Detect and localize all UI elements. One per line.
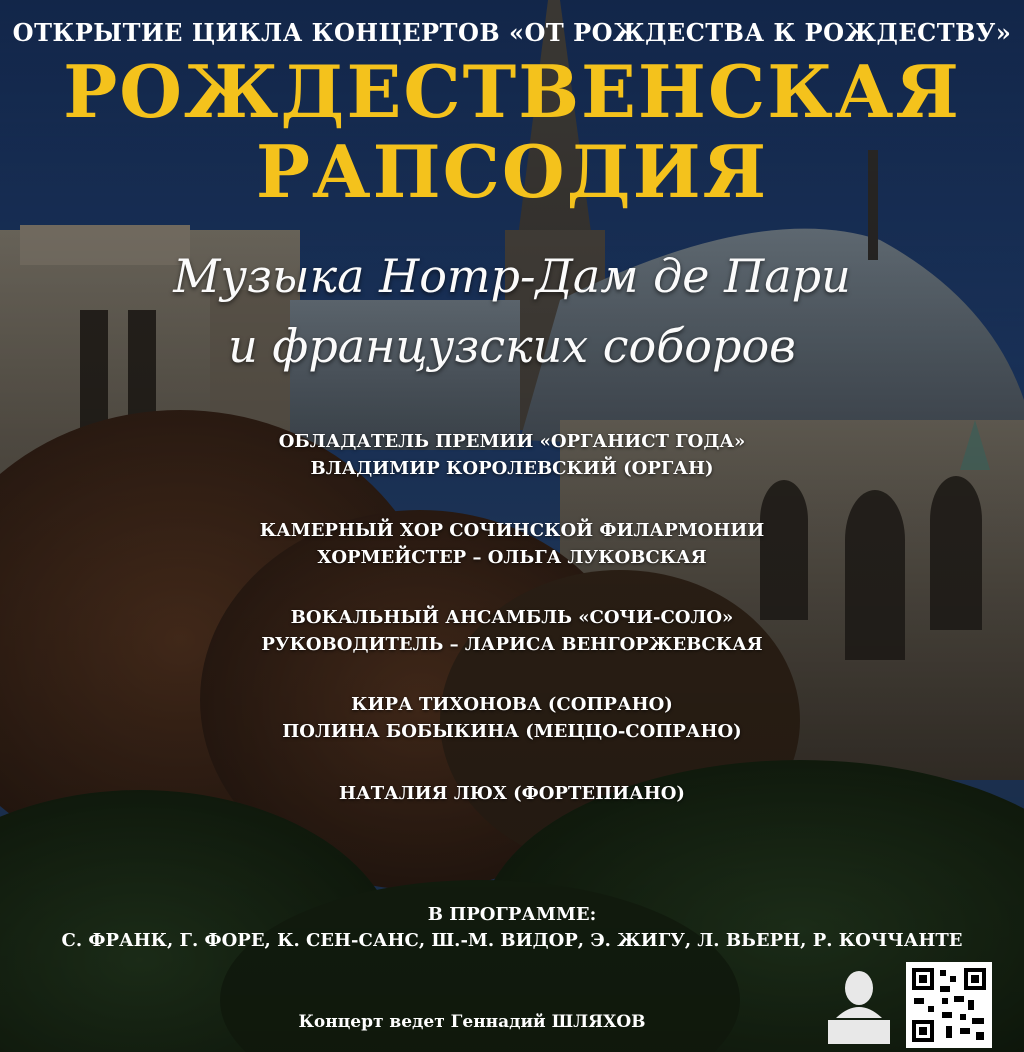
performer-5-line-1: НАТАЛИЯ ЛЮХ (ФОРТЕПИАНО) <box>339 783 685 804</box>
performer-4-line-2: ПОЛИНА БОБЫКИНА (МЕЦЦО-СОПРАНО) <box>282 721 742 742</box>
performer-1-line-1: ОБЛАДАТЕЛЬ ПРЕМИИ «ОРГАНИСТ ГОДА» <box>278 431 746 452</box>
script-subtitle-line-2: и французских соборов <box>228 319 796 373</box>
performer-3-line-1: ВОКАЛЬНЫЙ АНСАМБЛЬ «СОЧИ-СОЛО» <box>290 607 734 628</box>
performer-4-line-1: КИРА ТИХОНОВА (СОПРАНО) <box>351 694 673 715</box>
performer-2-line-2: ХОРМЕЙСТЕР – ОЛЬГА ЛУКОВСКАЯ <box>317 547 707 568</box>
program-composers: С. ФРАНК, Г. ФОРЕ, К. СЕН-САНС, Ш.-М. ВИДОР, Э. ЖИГУ, Л. ВЬЕРН, Р. КОЧЧАНТЕ <box>61 930 963 951</box>
series-subtitle: ОТКРЫТИЕ ЦИКЛА КОНЦЕРТОВ «ОТ РОЖДЕСТВА К РОЖДЕСТВУ» <box>12 18 1012 47</box>
performer-2-line-1: КАМЕРНЫЙ ХОР СОЧИНСКОЙ ФИЛАРМОНИИ <box>259 520 765 541</box>
performer-3-line-2: РУКОВОДИТЕЛЬ – ЛАРИСА ВЕНГОРЖЕВСКАЯ <box>261 634 763 655</box>
script-subtitle-line-1: Музыка Нотр-Дам де Пари <box>173 249 851 303</box>
program-title: В ПРОГРАММЕ: <box>427 904 597 925</box>
title-line-1: РОЖДЕСТВЕНСКАЯ <box>63 49 961 134</box>
title-line-2: РАПСОДИЯ <box>255 129 769 214</box>
pushkin-card-logo <box>822 966 896 1044</box>
host-line: Концерт ведет Геннадий ШЛЯХОВ <box>298 1012 646 1032</box>
qr-code[interactable] <box>906 962 992 1048</box>
performer-1-line-2: ВЛАДИМИР КОРОЛЕВСКИЙ (ОРГАН) <box>310 458 714 479</box>
